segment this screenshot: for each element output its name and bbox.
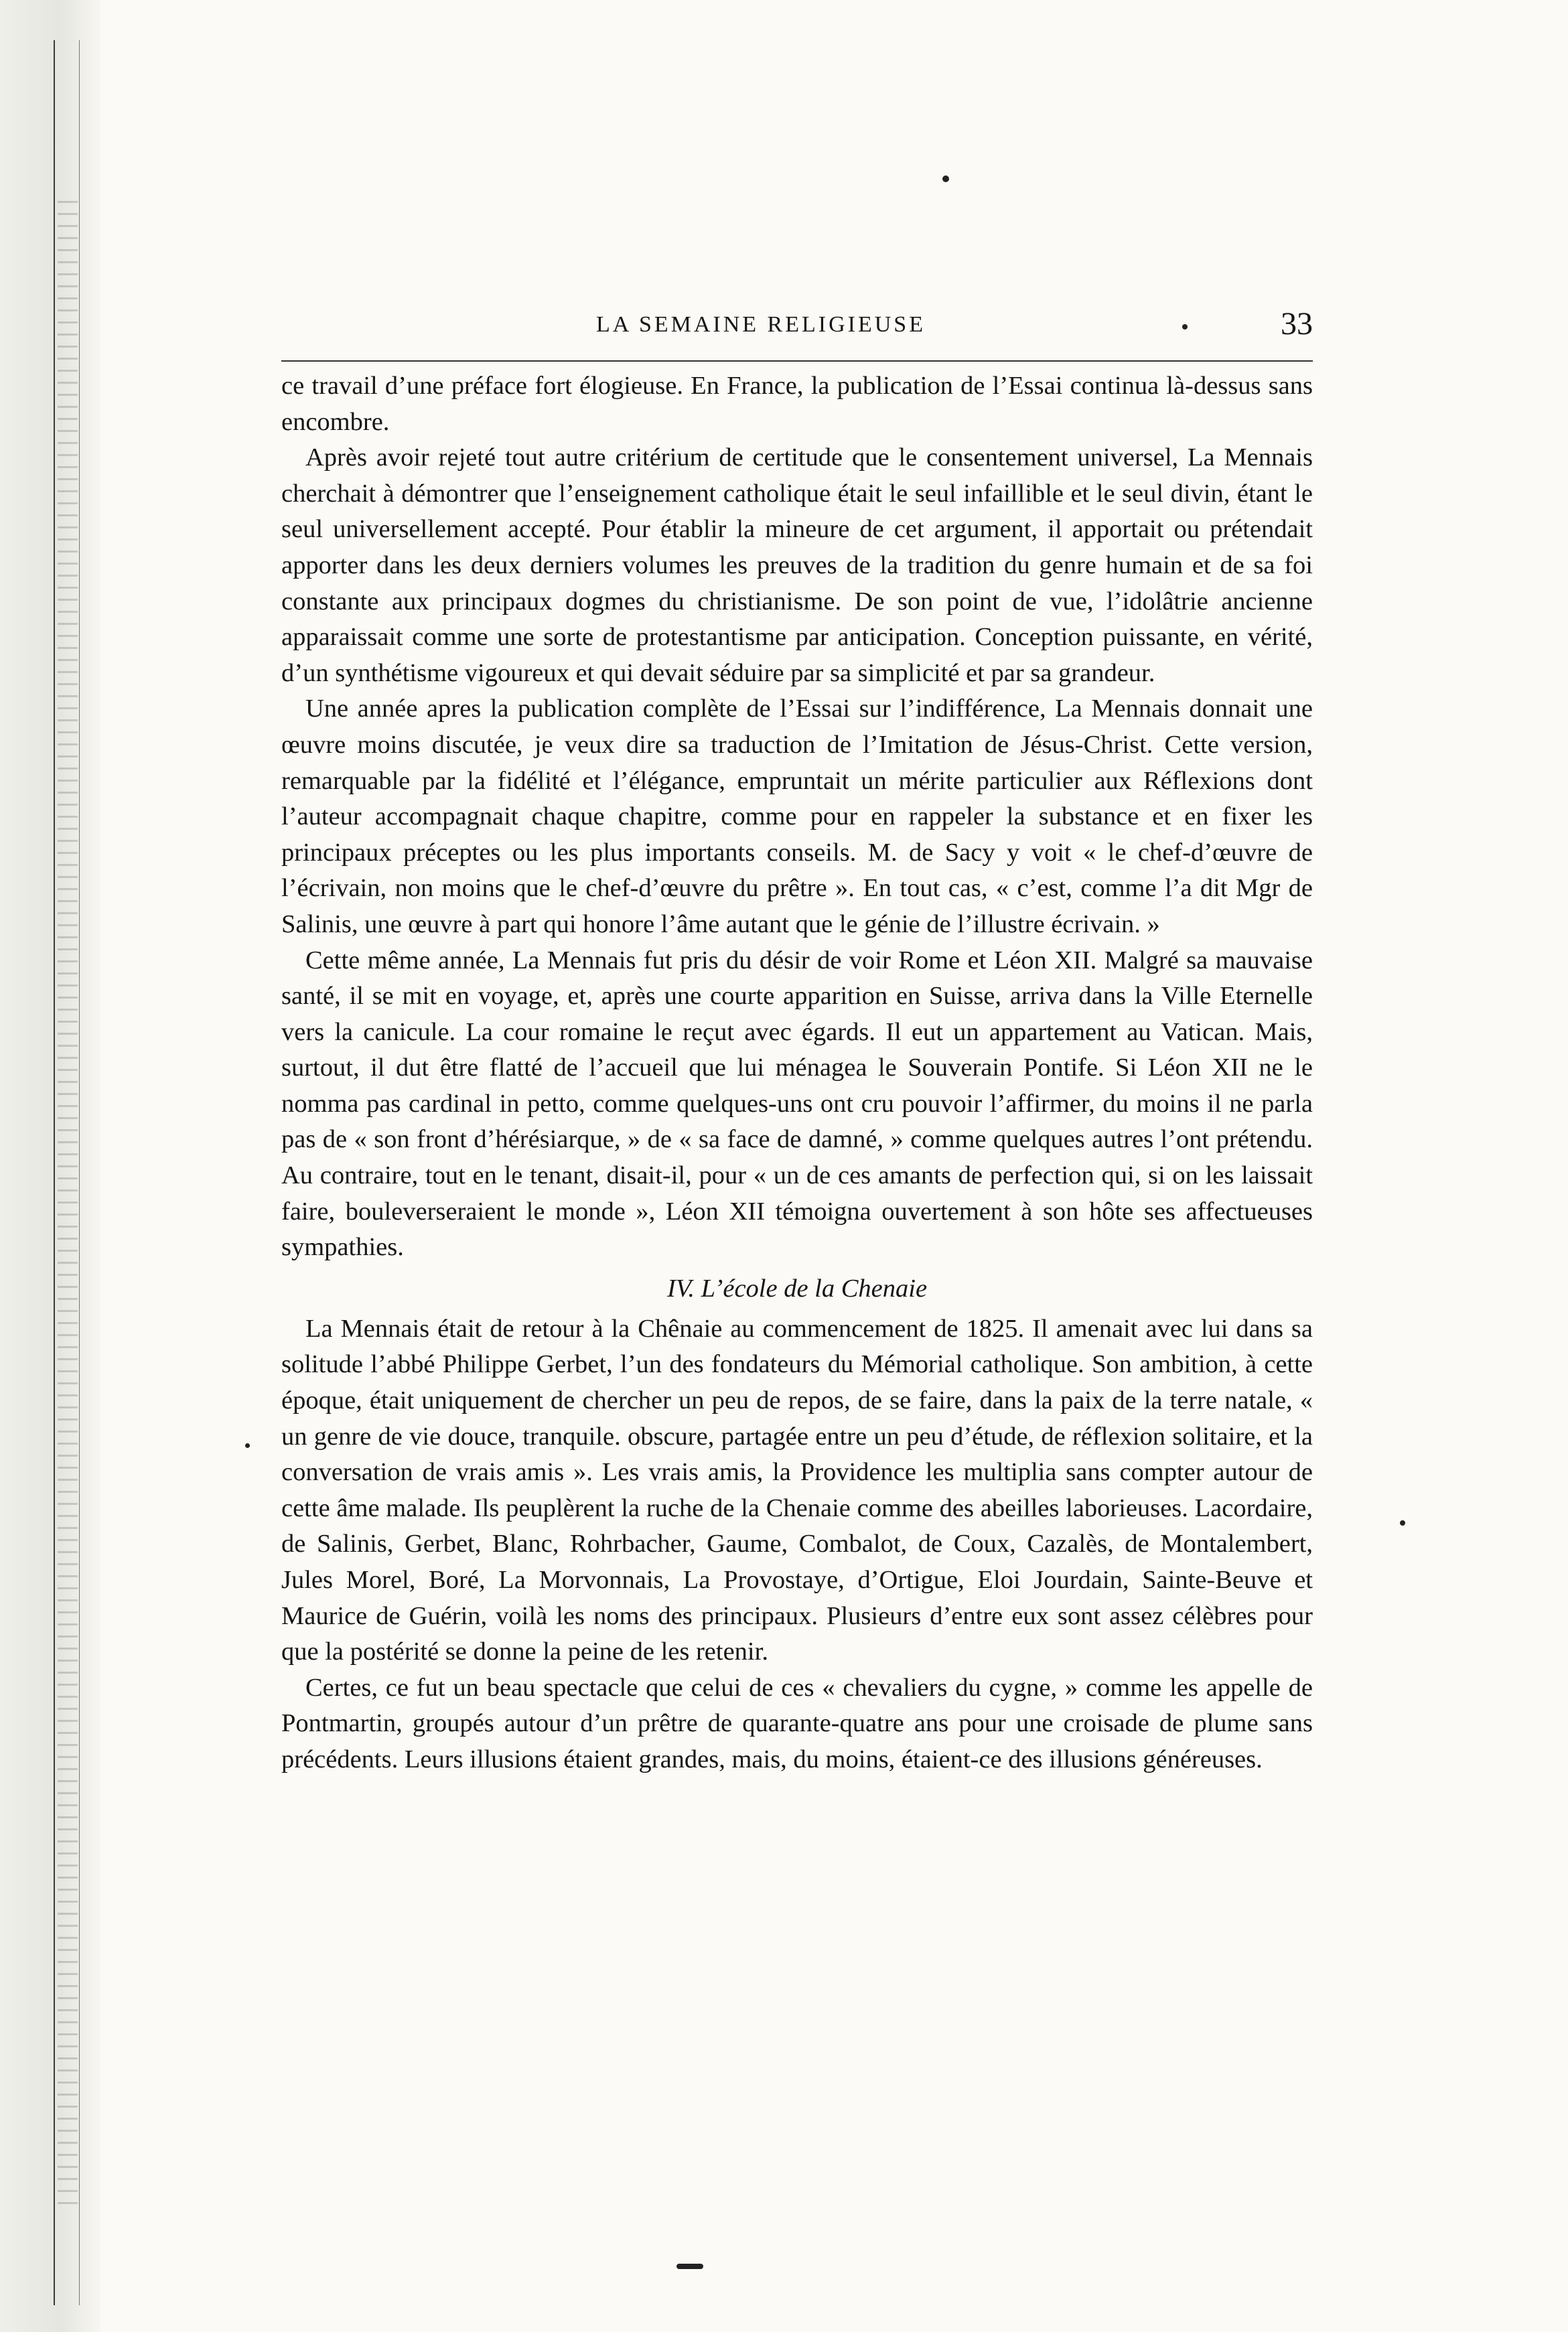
paragraph: ce travail d’une préface fort élogieuse. En France, la publication de l’Essai continua là-dessus sans encombre. xyxy=(281,372,1313,436)
scan-noise xyxy=(58,201,78,2210)
header-rule xyxy=(281,360,1313,362)
paragraph: Certes, ce fut un beau spectacle que celui de ces « chevaliers du cygne, » comme les appelle de Pontmartin, groupés autour d’un prêtre de quarante-quatre ans pour une croisade de plume sans précédents. Leurs illusions étaient grandes, mais, du moins, étaient-ce des illusions généreuses. xyxy=(281,1673,1313,1773)
header-bullet xyxy=(1182,324,1188,330)
page-header xyxy=(281,308,1313,351)
ink-spot xyxy=(942,175,949,182)
section-title: IV. L’école de la Chenaie xyxy=(666,1274,928,1303)
scan-binding-edge xyxy=(0,0,100,2332)
running-title: LA SEMAINE RELIGIEUSE xyxy=(596,312,926,337)
ink-spot xyxy=(245,1443,250,1448)
paragraph: Cette même année, La Mennais fut pris du désir de voir Rome et Léon XII. Malgré sa mauvaise santé, il se mit en voyage, et, après une courte apparition en Suisse, arriva dans la Ville Eternelle vers la canicule. La cour romaine le reçut avec égards. Il eut un appartement au Vatican. Mais, surtout, il dut être flatté de l’accueil que lui ménagea le Souverain Pontife. Si Léon XII ne le nomma pas cardinal in petto, comme quelques-uns ont cru pouvoir l’affirmer, du moins il ne parla pas de « son front d’hérésiarque, » de « sa face de damné, » comme quelques autres l’ont prétendu. Au contraire, tout en le tenant, disait-il, pour « un de ces amants de perfection qui, si on les laissait faire, bouleverseraient le monde », Léon XII témoigna ouvertement à son hôte ses affectueuses sympathies. xyxy=(281,946,1313,1262)
body-text xyxy=(281,368,1313,1778)
binding-line xyxy=(54,40,55,2305)
binding-line xyxy=(79,40,80,2305)
paragraph: Après avoir rejeté tout autre critérium de certitude que le consentement universel, La Mennais cherchait à démontrer que l’enseignement catholique était le seul infaillible et le seul divin, étant le seul universellement accepté. Pour établir la mineure de cet argument, il apportait ou prétendait apporter dans les deux derniers volumes les preuves de la tradition du genre humain et de sa foi constante aux principaux dogmes du christianisme. De son point de vue, l’idolâtrie ancienne apparaissait comme une sorte de protestantisme par anticipation. Conception puissante, en vérité, d’un synthétisme vigoureux et qui devait séduire par sa simplicité et par sa grandeur. xyxy=(281,443,1313,687)
paragraph: La Mennais était de retour à la Chênaie au commencement de 1825. Il amenait avec lui dans sa solitude l’abbé Philippe Gerbet, l’un des fondateurs du Mémorial catholique. Son ambition, à cette époque, était uniquement de chercher un peu de repos, de se faire, dans la paix de la terre natale, « un genre de vie douce, tranquile. obscure, partagée entre un peu d’étude, de réflexion solitaire, et la conversation de vrais amis ». Les vrais amis, la Providence les multiplia sans compter autour de cette âme malade. Ils peuplèrent la ruche de la Chenaie comme des abeilles laborieuses. Lacordaire, de Salinis, Gerbet, Blanc, Rohrbacher, Gaume, Combalot, de Coux, Cazalès, de Montalembert, Jules Morel, Boré, La Morvonnais, La Provostaye, d’Ortigue, Eloi Jourdain, Sainte-Beuve et Maurice de Guérin, voilà les noms des principaux. Plusieurs d’entre eux sont assez célèbres pour que la postérité se donne la peine de les retenir. xyxy=(281,1314,1313,1666)
footer-ornament xyxy=(676,2264,703,2269)
ink-spot xyxy=(1400,1520,1405,1526)
document-page xyxy=(281,308,1313,1778)
paragraph: Une année apres la publication complète de l’Essai sur l’indifférence, La Mennais donnait une œuvre moins discutée, je veux dire sa traduction de l’Imitation de Jésus-Christ. Cette version, remarquable par la fidélité et l’élégance, empruntait un mérite particulier aux Réflexions dont l’auteur accompagnait chaque chapitre, comme pour en rappeler la substance et en fixer les principaux préceptes ou les plus importants conseils. M. de Sacy y voit « le chef-d’œuvre de l’écrivain, non moins que le chef-d’œuvre du prêtre ». En tout cas, « c’est, comme l’a dit Mgr de Salinis, une œuvre à part qui honore l’âme autant que le génie de l’illustre écrivain. » xyxy=(281,695,1313,938)
page-number: 33 xyxy=(1281,306,1313,342)
